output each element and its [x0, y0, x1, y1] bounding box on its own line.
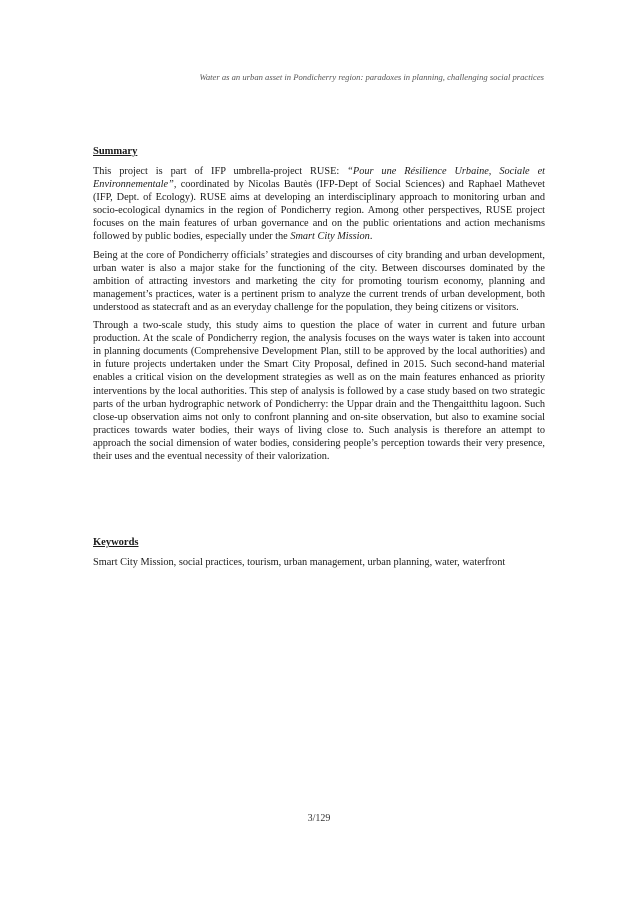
keywords-heading: Keywords [93, 537, 139, 548]
summary-paragraph-1 [93, 165, 545, 244]
p1-smart-city-mission: Smart City Mission [290, 231, 370, 243]
p1-text-1: This project is part of IFP umbrella-project RUSE: [93, 166, 348, 177]
running-header: Water as an urban asset in Pondicherry region: paradoxes in planning, challenging social practices [199, 72, 544, 82]
keywords-text: Smart City Mission, social practices, tourism, urban management, urban planning, water, waterfront [93, 557, 506, 568]
summary-section [93, 145, 545, 468]
keywords-section [93, 536, 545, 569]
page-number: 3/129 [307, 813, 331, 824]
p1-project-title: “Pour une Résilience Urbaine, Sociale et Environnementale”, [93, 166, 545, 191]
summary-heading: Summary [93, 146, 138, 157]
summary-paragraph-2: Being at the core of Pondicherry officials’ strategies and discourses of city branding and urban development, urban water is also a major stake for the functioning of the city. Between discourses dominated by the ambition of attracting investors and marketing the city for promoting tourism economy, planning and management’s practices, water is a pertinent prism to analyze the current trends of urban development, both understood as statecraft and as an everyday challenge for the population, they being citizens or visitors. [93, 249, 545, 313]
summary-paragraph-3: Through a two-scale study, this study aims to question the place of water in current and future urban production. At the scale of Pondicherry region, the analysis focuses on the ways water is taken into account in planning documents (Comprehensive Development Plan, still to be approved by the local authorities) and in future projects undertaken under the Smart City Proposal, defined in 2015. Such second-hand material enables a critical vision on the development strategies as well as on the main features enhanced as priority interventions by the local authorities. This step of analysis is followed by a case study based on two strategic parts of the urban hydrographic network of Pondicherry: the Uppar drain and the Thengaitthitu lagoon. Such close-up observation aims not only to confront planning and on-site observation, but also to examine social practices towards water bodies, their ways of living close to. Such analysis is therefore an attempt to approach the social dimension of water bodies, considering people’s perception towards their very presence, their uses and the eventual necessity of their valorization. [93, 320, 545, 462]
p1-text-3: . [369, 231, 373, 243]
p1-text-2: coordinated by Nicolas Bautès (IFP-Dept of Social Sciences) and Raphael Mathevet (IFP, Dept. of Ecology). RUSE aims at developing an interdisciplinary approach to monitoring urban and socio-ecological dynamics in the region of Pondicherry region. Among other perspectives, RUSE project focuses on the main features of urban governance and on the public orientations and action mechanisms followed by public bodies, especially under the [93, 179, 545, 243]
